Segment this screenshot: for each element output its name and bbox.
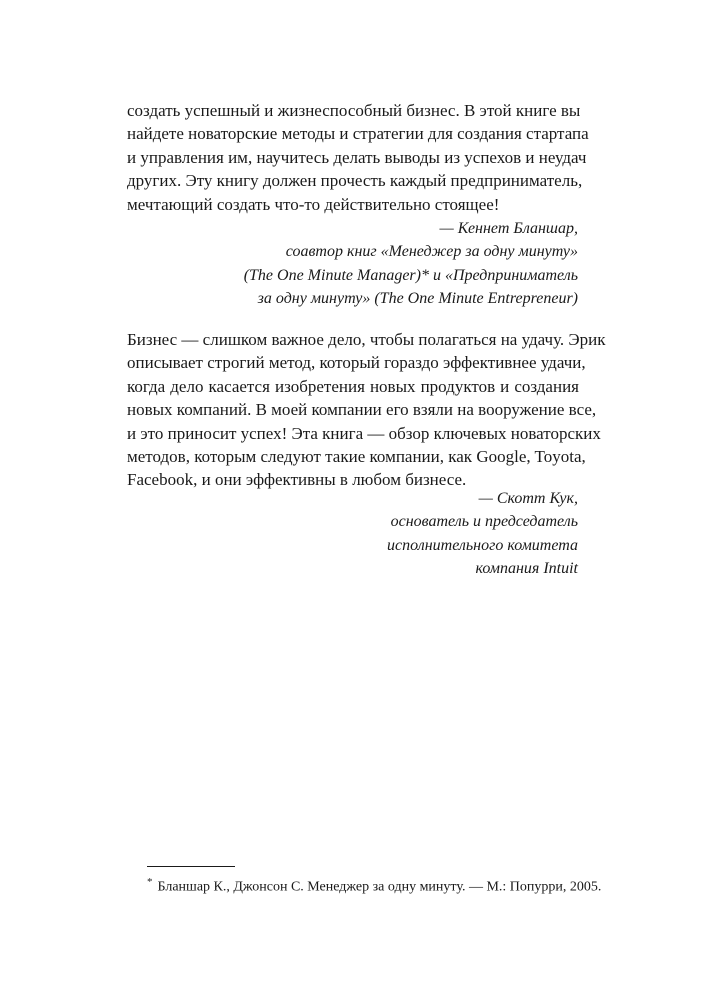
attribution-line: — Кеннет Бланшар, <box>439 220 578 237</box>
attribution-line: соавтор книг «Менеджер за одну минуту» <box>285 243 578 261</box>
attribution-line: компания Intuit <box>475 560 578 578</box>
quote-1-line: создать успешный и жизнеспособный бизнес. В этой книге вы <box>127 101 581 120</box>
footnote <box>147 872 601 898</box>
footnote-mark: * <box>147 876 153 888</box>
attribution-line: — Скотт Кук, <box>478 490 578 507</box>
quote-1-line: мечтающий создать что-то действительно стоящее! <box>127 194 500 214</box>
quote-1-attribution <box>244 217 578 311</box>
quote-2-line: когда дело касается изобретения новых продуктов и создания <box>127 376 579 396</box>
quote-2-attribution <box>387 487 578 581</box>
quote-2-line: Бизнес — слишком важное дело, чтобы полагаться на удачу. Эрик <box>127 330 606 349</box>
footnote-text: Бланшар К., Джонсон С. Менеджер за одну минуту. — М.: Попурри, 2005. <box>157 879 602 895</box>
quote-2-line: и это приносит успех! Эта книга — обзор ключевых новаторских <box>127 423 601 443</box>
attribution-line: основатель и председатель <box>390 513 578 531</box>
quote-1-line: найдете новаторские методы и стратегии для создания стартапа <box>127 124 589 144</box>
attribution-line: (The One Minute Manager)* и «Предприниматель <box>243 266 578 284</box>
attribution-line: исполнительного комитета <box>387 536 578 554</box>
quote-1-line: других. Эту книгу должен прочесть каждый предприниматель, <box>127 171 583 191</box>
footnote-divider <box>147 866 235 867</box>
quote-paragraph-2 <box>127 328 606 492</box>
quote-2-line: новых компаний. В моей компании его взяли на вооружение все, <box>127 400 597 420</box>
quote-2-line: методов, которым следуют такие компании, как Google, Toyota, <box>127 447 586 467</box>
quote-2-line: описывает строгий метод, который гораздо эффективнее удачи, <box>127 353 586 373</box>
quote-2-line: Facebook, и они эффективны в любом бизнесе. <box>127 470 467 490</box>
quote-paragraph-1 <box>127 99 589 216</box>
attribution-line: за одну минуту» (The One Minute Entrepreneur) <box>257 290 578 308</box>
quote-1-line: и управления им, научитесь делать выводы из успехов и неудач <box>127 147 587 167</box>
